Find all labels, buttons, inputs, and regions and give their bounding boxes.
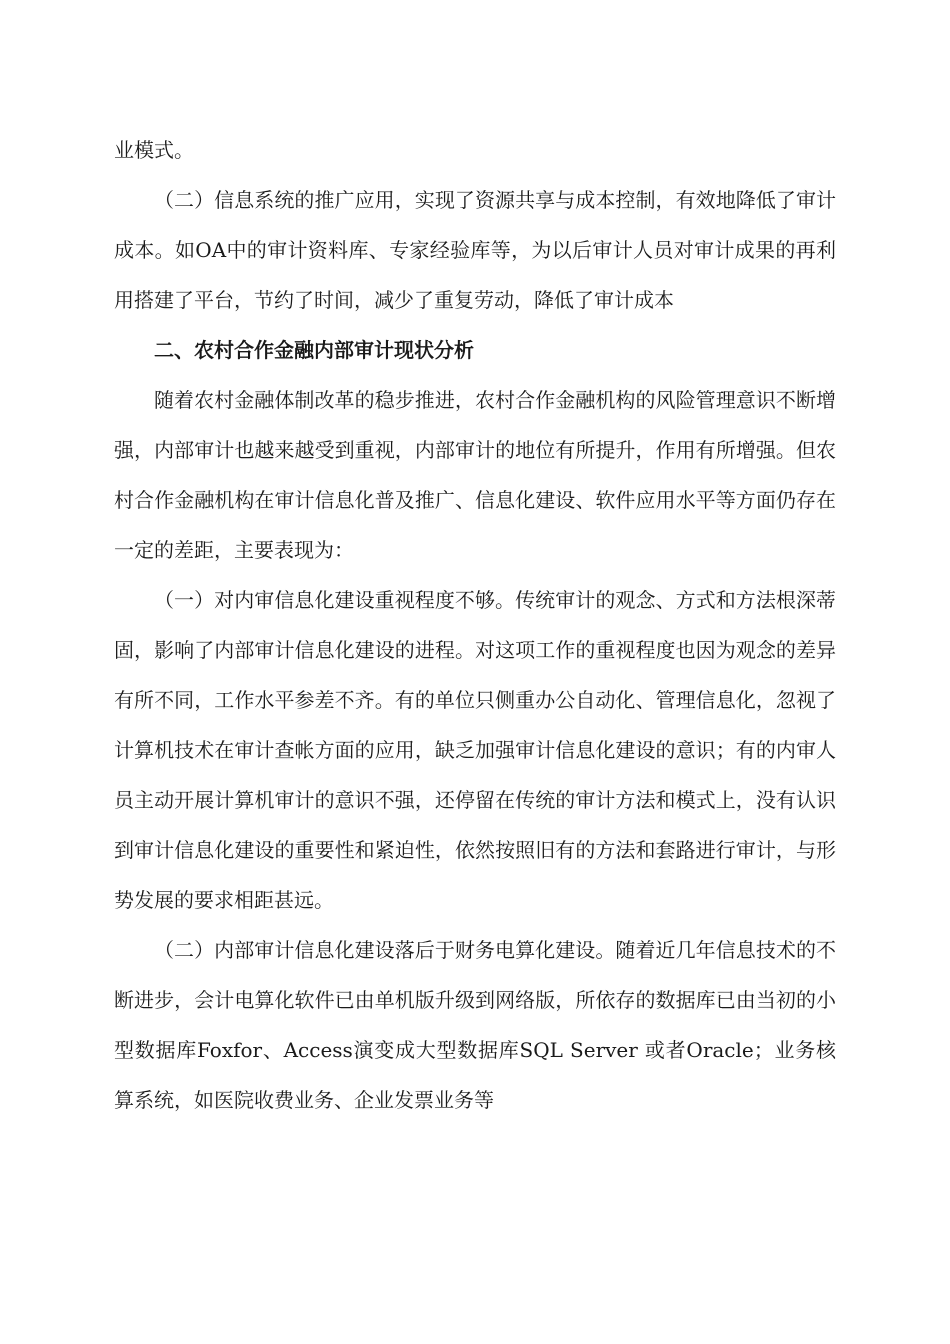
paragraph-info-system: （二）信息系统的推广应用，实现了资源共享与成本控制，有效地降低了审计成本。如OA中的审计资料库、专家经验库等，为以后审计人员对审计成果的再利用搭建了平台，节约了时间，减少了重复劳动，降低了审计成本 xyxy=(114,188,836,312)
paragraph-point-two: （二）内部审计信息化建设落后于财务电算化建设。随着近几年信息技术的不断进步，会计电算化软件已由单机版升级到网络版，所依存的数据库已由当初的小型数据库Foxfor、Access演变成大型数据库SQL Server 或者Oracle；业务核算系统，如医院收费业务、企业发票业务等 xyxy=(114,938,836,1112)
paragraph-reform: 随着农村金融体制改革的稳步推进，农村合作金融机构的风险管理意识不断增强，内部审计也越来越受到重视，内部审计的地位有所提升，作用有所增强。但农村合作金融机构在审计信息化普及推广、信息化建设、软件应用水平等方面仍存在一定的差距，主要表现为： xyxy=(114,388,836,562)
paragraph-point-one: （一）对内审信息化建设重视程度不够。传统审计的观念、方式和方法根深蒂固，影响了内部审计信息化建设的进程。对这项工作的重视程度也因为观念的差异有所不同，工作水平参差不齐。有的单位只侧重办公自动化、管理信息化，忽视了计算机技术在审计查帐方面的应用，缺乏加强审计信息化建设的意识；有的内审人员主动开展计算机审计的意识不强，还停留在传统的审计方法和模式上，没有认识到审计信息化建设的重要性和紧迫性，依然按照旧有的方法和套路进行审计，与形势发展的要求相距甚远。 xyxy=(114,588,836,912)
paragraph-continuation: 业模式。 xyxy=(114,138,194,162)
document-body xyxy=(114,125,836,1125)
section-heading: 二、农村合作金融内部审计现状分析 xyxy=(154,338,474,362)
